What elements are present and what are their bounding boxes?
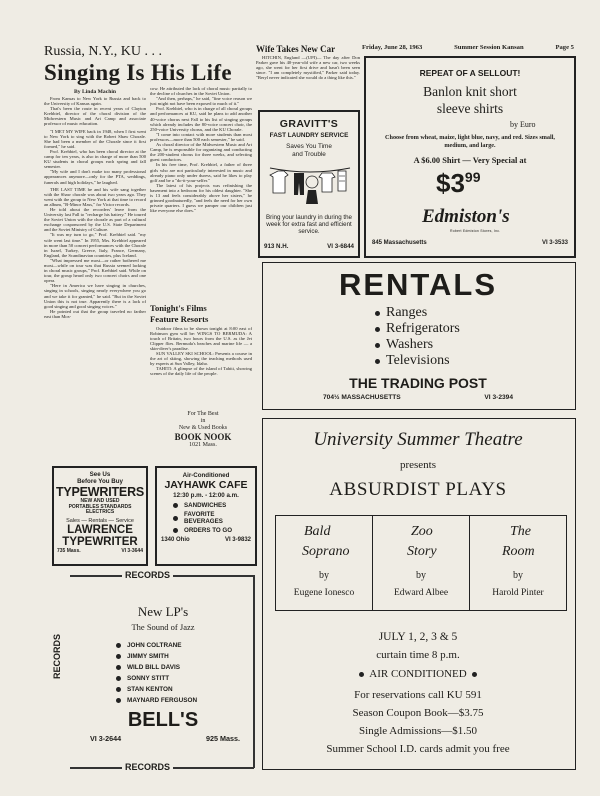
cafe-item [173,511,255,525]
rentals-item [375,321,525,337]
films-article [150,304,252,408]
cafe-phone: VI 3-9832 [224,537,251,543]
play-author: Harold Pinter [492,588,544,598]
singing-para: cow. He attributed the lack of choral music partially to the decline of churches in the Soviet Union. [150,86,252,97]
book-nook-line3: New & Used Books [178,425,228,431]
gravitts-line2: and Trouble [292,151,326,158]
rentals-item-label: Ranges [386,305,428,320]
wife-article [256,44,360,108]
records-bottom: RECORDS [122,762,173,772]
artist-name: WILD BILL DAVIS [127,664,181,671]
bullet-icon [173,528,178,533]
play-author: Eugene Ionesco [293,588,355,598]
theatre-ac-line [263,668,573,680]
artist-list [116,640,246,706]
new-lps: New LP's [137,604,189,619]
gravitts-ad [258,110,360,258]
bullet-icon [375,343,380,348]
bullet-icon [375,359,380,364]
tw-sub1: NEW AND USED [80,498,120,504]
cafe-hours: 12:30 p.m. - 12:00 a.m. [173,492,239,499]
play-title-1: Bald [304,524,331,539]
theatre-presents: presents [399,459,437,471]
singing-para: "I MET MY WIFE back in 1948, when I first went to New York to sing with the Robert Shaw Chorale. She had been a member of the Chorale since it first formed," he said. [44,128,146,149]
artist-name: SONNY STITT [127,675,170,682]
bells-name: BELL'S [127,709,199,731]
play-title-1: The [510,524,531,539]
wife-text: HITCHIN, England —(UPI)— The day after Don Parker gave his 40-year-old wife a new car, two weeks ago, she went for her first drive and hasn't been seen since. "I am completely mystified," Parker said today. "Beryl never indicated she would do a thing like this." [256,55,360,81]
gravitts-address: 913 N.H. [264,243,289,250]
films-para: Outdoor films to be shown tonight at 8:00 east of Robinson gym will be: WINGS TO BERMUDA: A touch of Britain, two hours from the U.S. as the Jet Clipper flies. Bermuda's beaches and marine life — a skin-diver's paradise. [150,325,252,351]
book-nook-line1: For The Best [187,411,219,417]
singing-kicker: Russia, N.Y., KU . . . [44,44,162,59]
films-title-2: Feature Resorts [150,313,209,324]
rentals-item [375,305,525,321]
play-title-1: Zoo [411,524,433,539]
play-by: by [319,570,329,581]
play-the-room [470,516,566,610]
edm-footer [372,240,568,246]
header-page: Page 5 [555,44,574,51]
singing-para: In his free time, Prof. Krehbiel, a father of three girls who are not particularly interested in music and already piano only under duress, said he likes to play golf and be a "do-it-your-selfer." [150,162,252,183]
singing-para: "It was my turn to go," Prof. Krehbiel said. "my wife went last time." In 1955, Mrs. Krehbiel appeared in more than 50 concert performances with the Chorale in Israel, Turkey, Greece, Italy, France, Germany, England, the Scandinavian countries, plus Iceland. [44,232,146,258]
trading-post-name: THE TRADING POST [349,375,487,391]
rentals-title: RENTALS [338,267,498,302]
artist-item [116,640,246,651]
bells-records-ad [48,570,258,778]
gravitts-tagline: FAST LAUNDRY SERVICE [269,132,349,139]
singing-byline: By Linda Machin [74,89,116,95]
wife-headline: Wife Takes New Car [256,44,336,54]
edm-store: Edmiston's [422,206,510,227]
edm-price [436,168,481,198]
artist-item [116,695,246,706]
tw-footer [54,548,146,554]
rentals-item [375,353,525,369]
cafe-item [173,502,255,509]
theatre-absurdist: ABSURDIST PLAYS [329,479,507,500]
edm-by: by Euro [510,120,536,129]
bullet-icon [116,687,121,692]
book-nook-line2: in [200,418,206,424]
bells-phone: VI 3-2644 [90,734,122,743]
play-title-2: Story [407,544,437,559]
films-title-1: Tonight's Films [150,304,207,313]
edm-choose: Choose from wheat, maize, light blue, navy, and red. Sizes small, medium, and large. [385,134,555,149]
singing-para: THE LAST TIME he and his wife sang together with the Shaw chorale was about two years ago. They went with the group to New York at that time to record an album, "B-Minor Mass," for Victor records. [44,186,146,207]
tw-before: Before You Buy [77,478,123,485]
rentals-item-label: Refrigerators [386,321,460,336]
singing-para: "And then, perhaps," he said, "fine voice reason we just might not have been exposed to much of it." [150,96,252,107]
records-side: RECORDS [52,634,62,680]
singing-para: "My wife and I don't make too many professional appearances anymore—only for the PTA, weddings, funerals and high holidays," he laughed. [44,169,146,185]
artist-name: STAN KENTON [127,686,173,693]
artist-item [116,684,246,695]
singing-headline: Singing Is His Life [44,60,232,85]
rentals-ad [262,262,576,410]
cafe-ac: Air-Conditioned [182,472,230,479]
artist-name: MAYNARD FERGUSON [127,697,198,704]
artist-item [116,651,246,662]
singing-para: "Here in America we have singing in churches, singing in schools, singing nearly everywhere you go and we take it for granted," he said. "But in the Soviet Union this is not true. Apparently there is a lack of good singing and good singing voices." [44,283,146,309]
theatre-reservations: For reservations call KU 591 [354,689,482,701]
theatre-ac: AIR CONDITIONED [369,668,467,680]
bullet-icon [359,672,364,677]
singing-para: As choral director of the Midwestern Music and Art Camp, he is responsible for organizing and conducting the 200-student chorus for three weeks, and selecting guest conductors. [150,142,252,163]
gravitts-line1: Saves You Time [286,143,332,150]
book-nook-name: BOOK NOOK [174,432,232,442]
rentals-list [375,305,525,369]
singing-para: He told about the recorders' leave from the University last Fall to "recharge his battery." He toured the Soviet Union with the chorale as part of a cultural exchange cosponsored by the U.S. State Department and the Soviet Ministry of Culture. [44,206,146,233]
cafe-item-label: ORDERS TO GO [184,527,233,534]
tw-sub2: PORTABLES STANDARDS [68,503,132,510]
cafe-footer [157,537,255,543]
artist-item [116,673,246,684]
play-by: by [513,570,523,581]
cafe-item-label: FAVORITE BEVERAGES [184,511,223,525]
book-nook-address: 1021 Mass. [189,442,217,448]
edmistons-ad [364,56,576,258]
rentals-item-label: Televisions [386,353,450,368]
cafe-address: 1340 Ohio [161,537,190,543]
artist-item [116,662,246,673]
rentals-item [375,337,525,353]
play-zoo-story [373,516,470,610]
bullet-icon [173,503,178,508]
bells-address: 925 Mass. [206,734,240,743]
tw-sub3: ELECTRICS [85,509,115,516]
theatre-summer-id: Summer School I.D. cards admit you free [326,743,510,755]
bullet-icon [116,643,121,648]
singing-para: Prof. Krehbiel, who is in charge of all choral groups and performances at KU, said he plans to add another 40-voice chorus next Fall to his list of singing groups which already includes the 80-voice concert choir, the 250-voice University chorus, and the KU Chorale. [150,106,252,132]
edm-price-main: $3 [436,168,465,198]
singing-para: The latest of his projects was refinishing the basement into a bedroom for his oldest daughter. "She is 13 and feels considerably above her sisters," he grinned goodnaturedly, "and feels the need for her own private quarters. I guess we pamper our children just like everyone else does." [150,182,252,214]
singing-para: He pointed out that the group traveled no farther east than Mos- [44,308,146,319]
tw-see: See Us [89,471,111,478]
theatre-single: Single Admissions—$1.50 [359,725,477,737]
theatre-curtain: curtain time 8 p.m. [376,649,460,661]
cafe-item-label: SANDWICHES [184,502,227,509]
records-right-rule [253,575,255,768]
bullet-icon [116,676,121,681]
gravitts-footer [264,243,354,250]
book-nook-ad [162,408,244,470]
lawrence-typewriter-ad [52,466,148,566]
tw-phone: VI 3-3644 [121,547,143,554]
rentals-item-label: Washers [386,337,434,352]
bullet-icon [375,311,380,316]
theatre-season: Season Coupon Book—$3.75 [352,707,484,719]
gravitts-name: GRAVITT'S [279,118,339,130]
play-author: Edward Albee [393,588,449,598]
bullet-icon [173,516,178,521]
films-para: TAHITI: A glimpse of the island of Tahiti, showing scenes of the daily life of the people. [150,366,252,377]
jayhawk-cafe-ad [155,466,257,566]
theatre-ad [262,418,576,770]
tw-address: 735 Mass. [57,547,81,554]
trading-post-footer [323,394,513,401]
tw-services: Sales — Rentals — Service [66,517,134,524]
singing-para: That's been the route in recent years of Clayton Krehbiel, director of the choral division of the Midwestern Music and Art Camp and associate professor of music education. [44,106,146,127]
trading-post-phone: VI 3-2394 [484,394,513,401]
edm-price-cents: 99 [464,169,481,185]
films-para: SUN VALLEY SKI SCHOOL: Presents a course in the art of skiing, showing the teaching methods used by experts at Sun Valley, Idaho. [150,350,252,367]
tw-name1: LAWRENCE [67,523,133,536]
singing-para: "I come into contact with more students than most professors—more than 500 each semester," he said. [150,131,252,142]
singing-para: "What impressed me most—or rather bothered me most—while on tour was that Russia seemed lacking in choral music groups," Prof. Krehbiel said. While on tour, the group heard only two concert choirs and one opera. [44,257,146,284]
edm-phone: VI 3-3533 [541,240,568,246]
gravitts-body: Bring your laundry in during the week for extra fast and efficient service. [266,214,352,236]
records-top: RECORDS [122,570,173,580]
bullet-icon [116,654,121,659]
singing-column-1 [44,96,146,474]
theatre-title: University Summer Theatre [313,429,523,450]
trading-post-address: 704½ MASSACHUSETTS [323,394,401,401]
tw-big: TYPEWRITERS [55,485,145,499]
header-paper: Summer Session Kansan [454,44,524,51]
artist-name: JIMMY SMITH [127,653,169,660]
singing-para: Prof. Krehbiel, who has been choral director at the camp for ten years, is also in charge of more than 500 KU students in choral groups each spring and fall semester. [44,148,146,170]
edm-product1: Banlon knit short [423,84,517,99]
play-by: by [416,570,426,581]
page-header [362,44,574,54]
bullet-icon [116,665,121,670]
artist-name: JOHN COLTRANE [127,642,182,649]
edm-address: 845 Massachusetts [372,240,427,246]
edm-repeat: REPEAT OF A SELLOUT! [419,68,521,78]
header-date: Friday, June 28, 1963 [362,44,423,51]
laundry-line-icon [268,162,352,208]
sound-of-jazz: The Sound of Jazz [131,622,195,632]
play-title-2: Soprano [302,544,350,559]
theatre-dates: JULY 1, 2, 3 & 5 [378,631,458,643]
singing-para: From Kansas to New York to Russia and back to the University of Kansas again. [44,96,146,107]
gravitts-phone: VI 3-6844 [327,243,354,250]
edm-store-sub: Robert Edmiston Stores, Inc. [450,229,501,233]
cafe-item [173,527,255,534]
bullet-icon [375,327,380,332]
bullet-icon [472,672,477,677]
cafe-name: JAYHAWK CAFE [164,479,248,491]
play-bald-soprano [276,516,373,610]
plays-box [275,515,567,611]
play-title-2: Room [502,544,535,559]
edm-product2: sleeve shirts [436,101,504,116]
bullet-icon [116,698,121,703]
tw-name2: TYPEWRITER [62,535,138,548]
singing-column-2 [150,86,252,274]
edm-special: A $6.00 Shirt — Very Special at [413,156,527,165]
bells-footer [90,734,240,743]
